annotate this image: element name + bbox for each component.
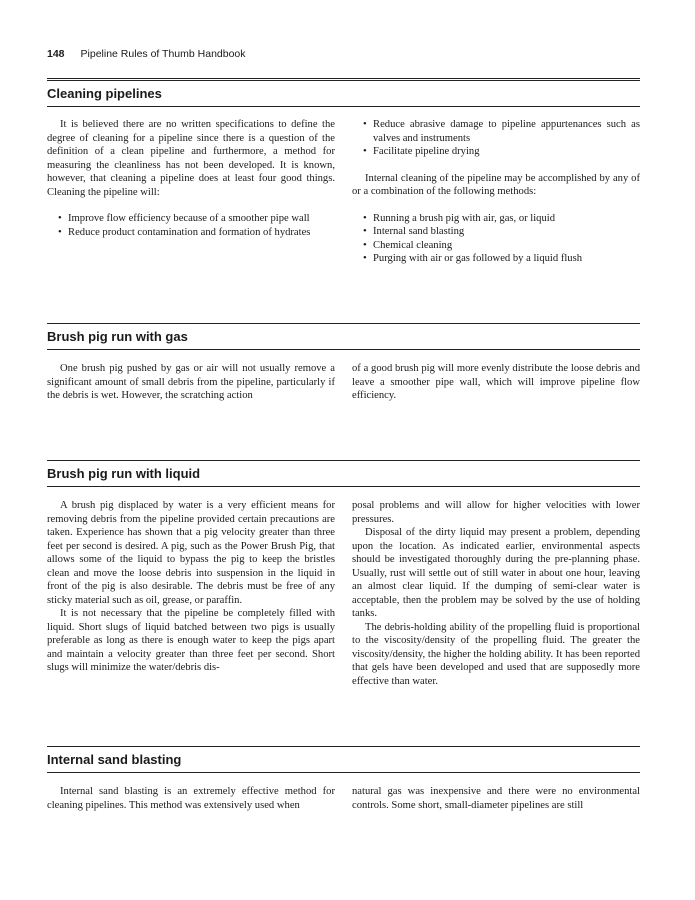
list-item: • Improve flow efficiency because of a smoother pipe wall <box>58 213 310 224</box>
two-column-body <box>47 362 640 403</box>
page-number: 148 <box>47 48 65 60</box>
running-header <box>47 48 246 60</box>
right-column <box>352 118 640 266</box>
list-item: • Purging with air or gas followed by a liquid flush <box>363 253 583 264</box>
two-column-body <box>47 785 640 812</box>
paragraph: A brush pig displaced by water is a very efficient means for removing debris from the pipeline provided certain precautions are taken. Experience has shown that a pig velocity greater than three feet per second is desired. A pig, such as the Power Brush Pig, that allows some of the liquid to bypass the pig to keep the bristles clean and move the loose debris into suspension in the liquid in front of the pig is also desirable. The debris must be free of any sticky material such as oil, grease, or paraffin. <box>47 500 335 606</box>
bullet-icon: • <box>363 119 367 130</box>
paragraph-continued: of a good brush pig will more evenly distribute the loose debris and leave a smoother pipe wall, which will improve pipeline flow efficiency. <box>352 363 640 401</box>
section-title: Cleaning pipelines <box>47 80 640 107</box>
left-column <box>47 362 335 403</box>
bullet-icon: • <box>363 226 367 237</box>
paragraph: It is believed there are no written specifications to define the degree of cleaning for a pipeline since there is a question of the definition of a clean pipeline and furthermore, a method for measuring the cleanliness has not been developed. It is known, however, that cleaning a pipeline does at least four good things. Cleaning the pipeline will: <box>47 119 335 198</box>
paragraph: The debris-holding ability of the propelling fluid is proportional to the viscosity/density of the propelling fluid. The greater the viscosity/density, the higher the holding ability. It has been reported that gels have been developed and used that are supposedly more effective than water. <box>352 621 640 687</box>
paragraph-continued: natural gas was inexpensive and there were no environmental controls. Some short, small-diameter pipelines are still <box>352 786 640 811</box>
left-column <box>47 499 335 688</box>
right-column <box>352 499 640 688</box>
list-item: • Internal sand blasting <box>363 226 465 237</box>
two-column-body <box>47 499 640 688</box>
left-column <box>47 785 335 812</box>
section-brush-pig-liquid <box>47 460 640 700</box>
section-title: Brush pig run with gas <box>47 323 640 350</box>
list-item: • Running a brush pig with air, gas, or liquid <box>363 212 556 224</box>
section-title: Brush pig run with liquid <box>47 460 640 487</box>
bullet-icon: • <box>363 146 367 157</box>
list-item: • Reduce abrasive damage to pipeline appurtenances such as valves and instruments <box>363 119 640 144</box>
section-brush-pig-gas <box>47 323 640 423</box>
paragraph: Internal sand blasting is an extremely effective method for cleaning pipelines. This method was extensively used when <box>47 786 335 811</box>
bullet-icon: • <box>58 226 62 238</box>
book-title: Pipeline Rules of Thumb Handbook <box>80 48 246 60</box>
bullet-icon: • <box>363 239 367 251</box>
benefit-list <box>47 212 335 239</box>
bullet-icon: • <box>363 253 367 264</box>
paragraph: One brush pig pushed by gas or air will not usually remove a significant amount of small debris from the pipeline, particularly if the debris is wet. However, the scratching action <box>47 363 335 401</box>
list-item: • Chemical cleaning <box>363 239 453 251</box>
benefit-list-continued <box>352 118 640 159</box>
section-title: Internal sand blasting <box>47 746 640 773</box>
list-item: • Reduce product contamination and formation of hydrates <box>58 226 311 238</box>
header-rule <box>47 78 640 79</box>
paragraph: Disposal of the dirty liquid may present a problem, depending upon the location. As indicated earlier, environmental aspects should be investigated thoroughly during the pre-planning phase. Usually, rust will settle out of still water in about one hour, leaving an almost clear liquid. If the dumping of semi-clear water is acceptable, then the problem may be solved by the use of holding tanks. <box>352 527 640 619</box>
list-item: • Facilitate pipeline drying <box>363 146 480 157</box>
bullet-icon: • <box>363 212 367 224</box>
method-list <box>352 212 640 266</box>
right-column <box>352 362 640 403</box>
paragraph: It is not necessary that the pipeline be completely filled with liquid. Short slugs of liquid batched between two pigs is usually preferable as long as there is enough water to keep the pigs apart and maintain a velocity greater than three feet per second. Short slugs will minimize the water/debris dis- <box>47 608 335 673</box>
two-column-body <box>47 118 640 266</box>
section-cleaning-pipelines <box>47 80 640 280</box>
right-column <box>352 785 640 812</box>
paragraph-continued: posal problems and will allow for higher velocities with lower pressures. <box>352 500 640 525</box>
left-column <box>47 118 335 266</box>
bullet-icon: • <box>58 213 62 224</box>
section-internal-sand-blasting <box>47 746 640 846</box>
paragraph: Internal cleaning of the pipeline may be accomplished by any of or a combination of the following methods: <box>352 172 640 197</box>
